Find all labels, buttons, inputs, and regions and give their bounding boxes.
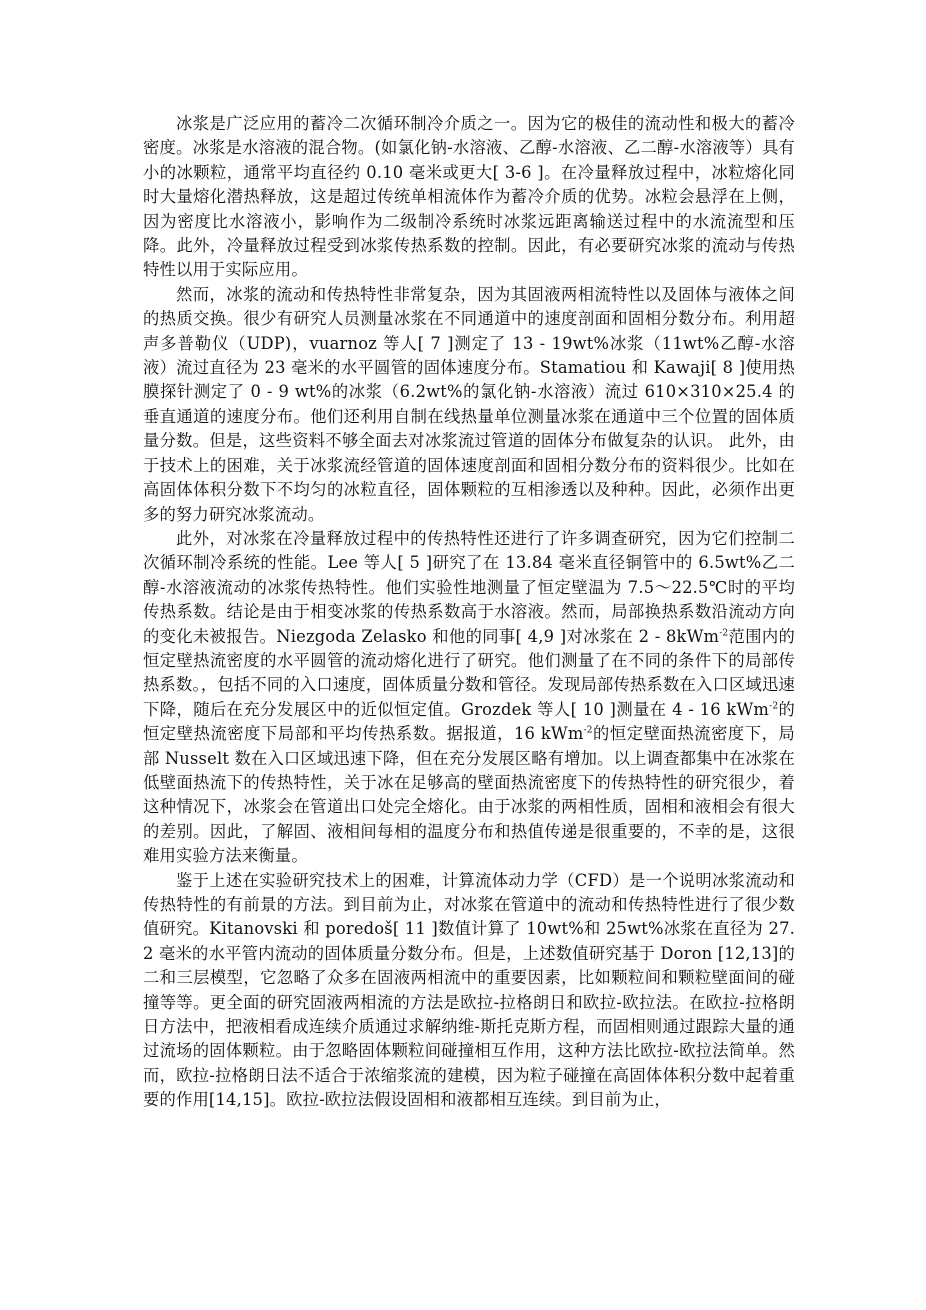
paragraph-flow-characteristics [143,283,795,527]
paragraph-cfd-methods [143,869,795,1113]
superscript-exponent: -2 [719,628,729,639]
paragraph-text: 的恒定壁热流密度下局部和平均传热系数。据报道，16 kWm [143,699,795,744]
paragraph-text: 此外，对冰浆在冷量释放过程中的传热特性还进行了许多调查研究，因为它们控制二次循环制冷系统的性能。Lee 等人[ 5 ]研究了在 13.84 毫米直径铜管中的 6.5wt%乙二醇-水溶液流动的冰浆传热特性。他们实验性地测量了恒定壁温为 7.5～22.5℃时的平均传热系数。结论是由于相变冰浆的传热系数高于水溶液。然而，局部换热系数沿流动方向的变化未被报告。Niezgoda Zelasko 和他的同事[ 4,9 ]对冰浆在 2 - 8kWm [143,528,795,646]
paragraph-text: 冰浆是广泛应用的蓄冷二次循环制冷介质之一。因为它的极佳的流动性和极大的蓄冷密度。冰浆是水溶液的混合物。(如氯化钠-水溶液、乙醇-水溶液、乙二醇-水溶液等）具有小的冰颗粒，通常平均直径约 0.10 毫米或更大[ 3-6 ]。在冷量释放过程中，冰粒熔化同时大量熔化潜热释放，这是超过传统单相流体作为蓄冷介质的优势。冰粒会悬浮在上侧，因为密度比水溶液小，影响作为二级制冷系统时冰浆远距离输送过程中的水流流型和压降。此外，冷量释放过程受到冰浆传热系数的控制。因此，有必要研究冰浆的流动与传热特性以用于实际应用。 [143,114,795,280]
paragraph-text: 的恒定壁面热流密度下，局部 Nusselt 数在入口区域迅速下降，但在充分发展区略有增加。以上调查都集中在冰浆在低壁面热流下的传热特性，关于冰在足够高的壁面热流密度下的传热特性的研究很少，着这种情况下，冰浆会在管道出口处完全熔化。由于冰浆的两相性质，固相和液相会有很大的差别。因此，了解固、液相间每相的温度分布和热值传递是很重要的，不幸的是，这很难用实验方法来衡量。 [143,724,795,866]
document-body [143,112,795,1113]
paragraph-text: 鉴于上述在实验研究技术上的困难，计算流体动力学（CFD）是一个说明冰浆流动和传热特性的有前景的方法。到目前为止，对冰浆在管道中的流动和传热特性进行了很少数值研究。Kitanovski 和 poredoš[ 11 ]数值计算了 10wt%和 25wt%冰浆在直径为 27.2 毫米的水平管内流动的固体质量分数分布。但是，上述数值研究基于 Doron [12,13]的二和三层模型，它忽略了众多在固液两相流中的重要因素，比如颗粒间和颗粒壁面间的碰撞等等。更全面的研究固液两相流的方法是欧拉-拉格朗日和欧拉-欧拉法。在欧拉-拉格朗日方法中，把液相看成连续介质通过求解纳维-斯托克斯方程，而固相则通过跟踪大量的通过流场的固体颗粒。由于忽略固体颗粒间碰撞相互作用，这种方法比欧拉-欧拉法简单。然而，欧拉-拉格朗日法不适合于浓缩浆流的建模，因为粒子碰撞在高固体体积分数中起着重要的作用[14,15]。欧拉-欧拉法假设固相和液都相互连续。到目前为止， [143,870,795,1110]
paragraph-text: 然而，冰浆的流动和传热特性非常复杂，因为其固液两相流特性以及固体与液体之间的热质交换。很少有研究人员测量冰浆在不同通道中的速度剖面和固相分数分布。利用超声多普勒仪（UDP)，vuarnoz 等人[ 7 ]测定了 13 - 19wt%冰浆（11wt%乙醇-水溶液）流过直径为 23 毫米的水平圆管的固体速度分布。Stamatiou 和 Kawaji[ 8 ]使用热膜探针测定了 0 - 9 wt%的冰浆（6.2wt%的氯化钠-水溶液）流过 610×310×25.4 的垂直通道的速度分布。他们还利用自制在线热量单位测量冰浆在通道中三个位置的固体质量分数。但是，这些资料不够全面去对冰浆流过管道的固体分布做复杂的认识。 此外，由于技术上的困难，关于冰浆流经管道的固体速度剖面和固相分数分布的资料很少。比如在高固体体积分数下不均匀的冰粒直径，固体颗粒的互相渗透以及种种。因此，必须作出更多的努力研究冰浆流动。 [143,284,795,524]
superscript-exponent: -2 [583,725,593,736]
superscript-exponent: -2 [769,701,779,712]
paragraph-text: 范围内的恒定壁热流密度的水平圆管的流动熔化进行了研究。他们测量了在不同的条件下的局部传热系数。，包括不同的入口速度，固体质量分数和管径。发现局部传热系数在入口区域迅速下降，随后在充分发展区中的近似恒定值。Grozdek 等人[ 10 ]测量在 4 - 16 kWm [143,626,795,719]
paragraph-heat-transfer [143,527,795,869]
paragraph-ice-slurry-intro [143,112,795,283]
